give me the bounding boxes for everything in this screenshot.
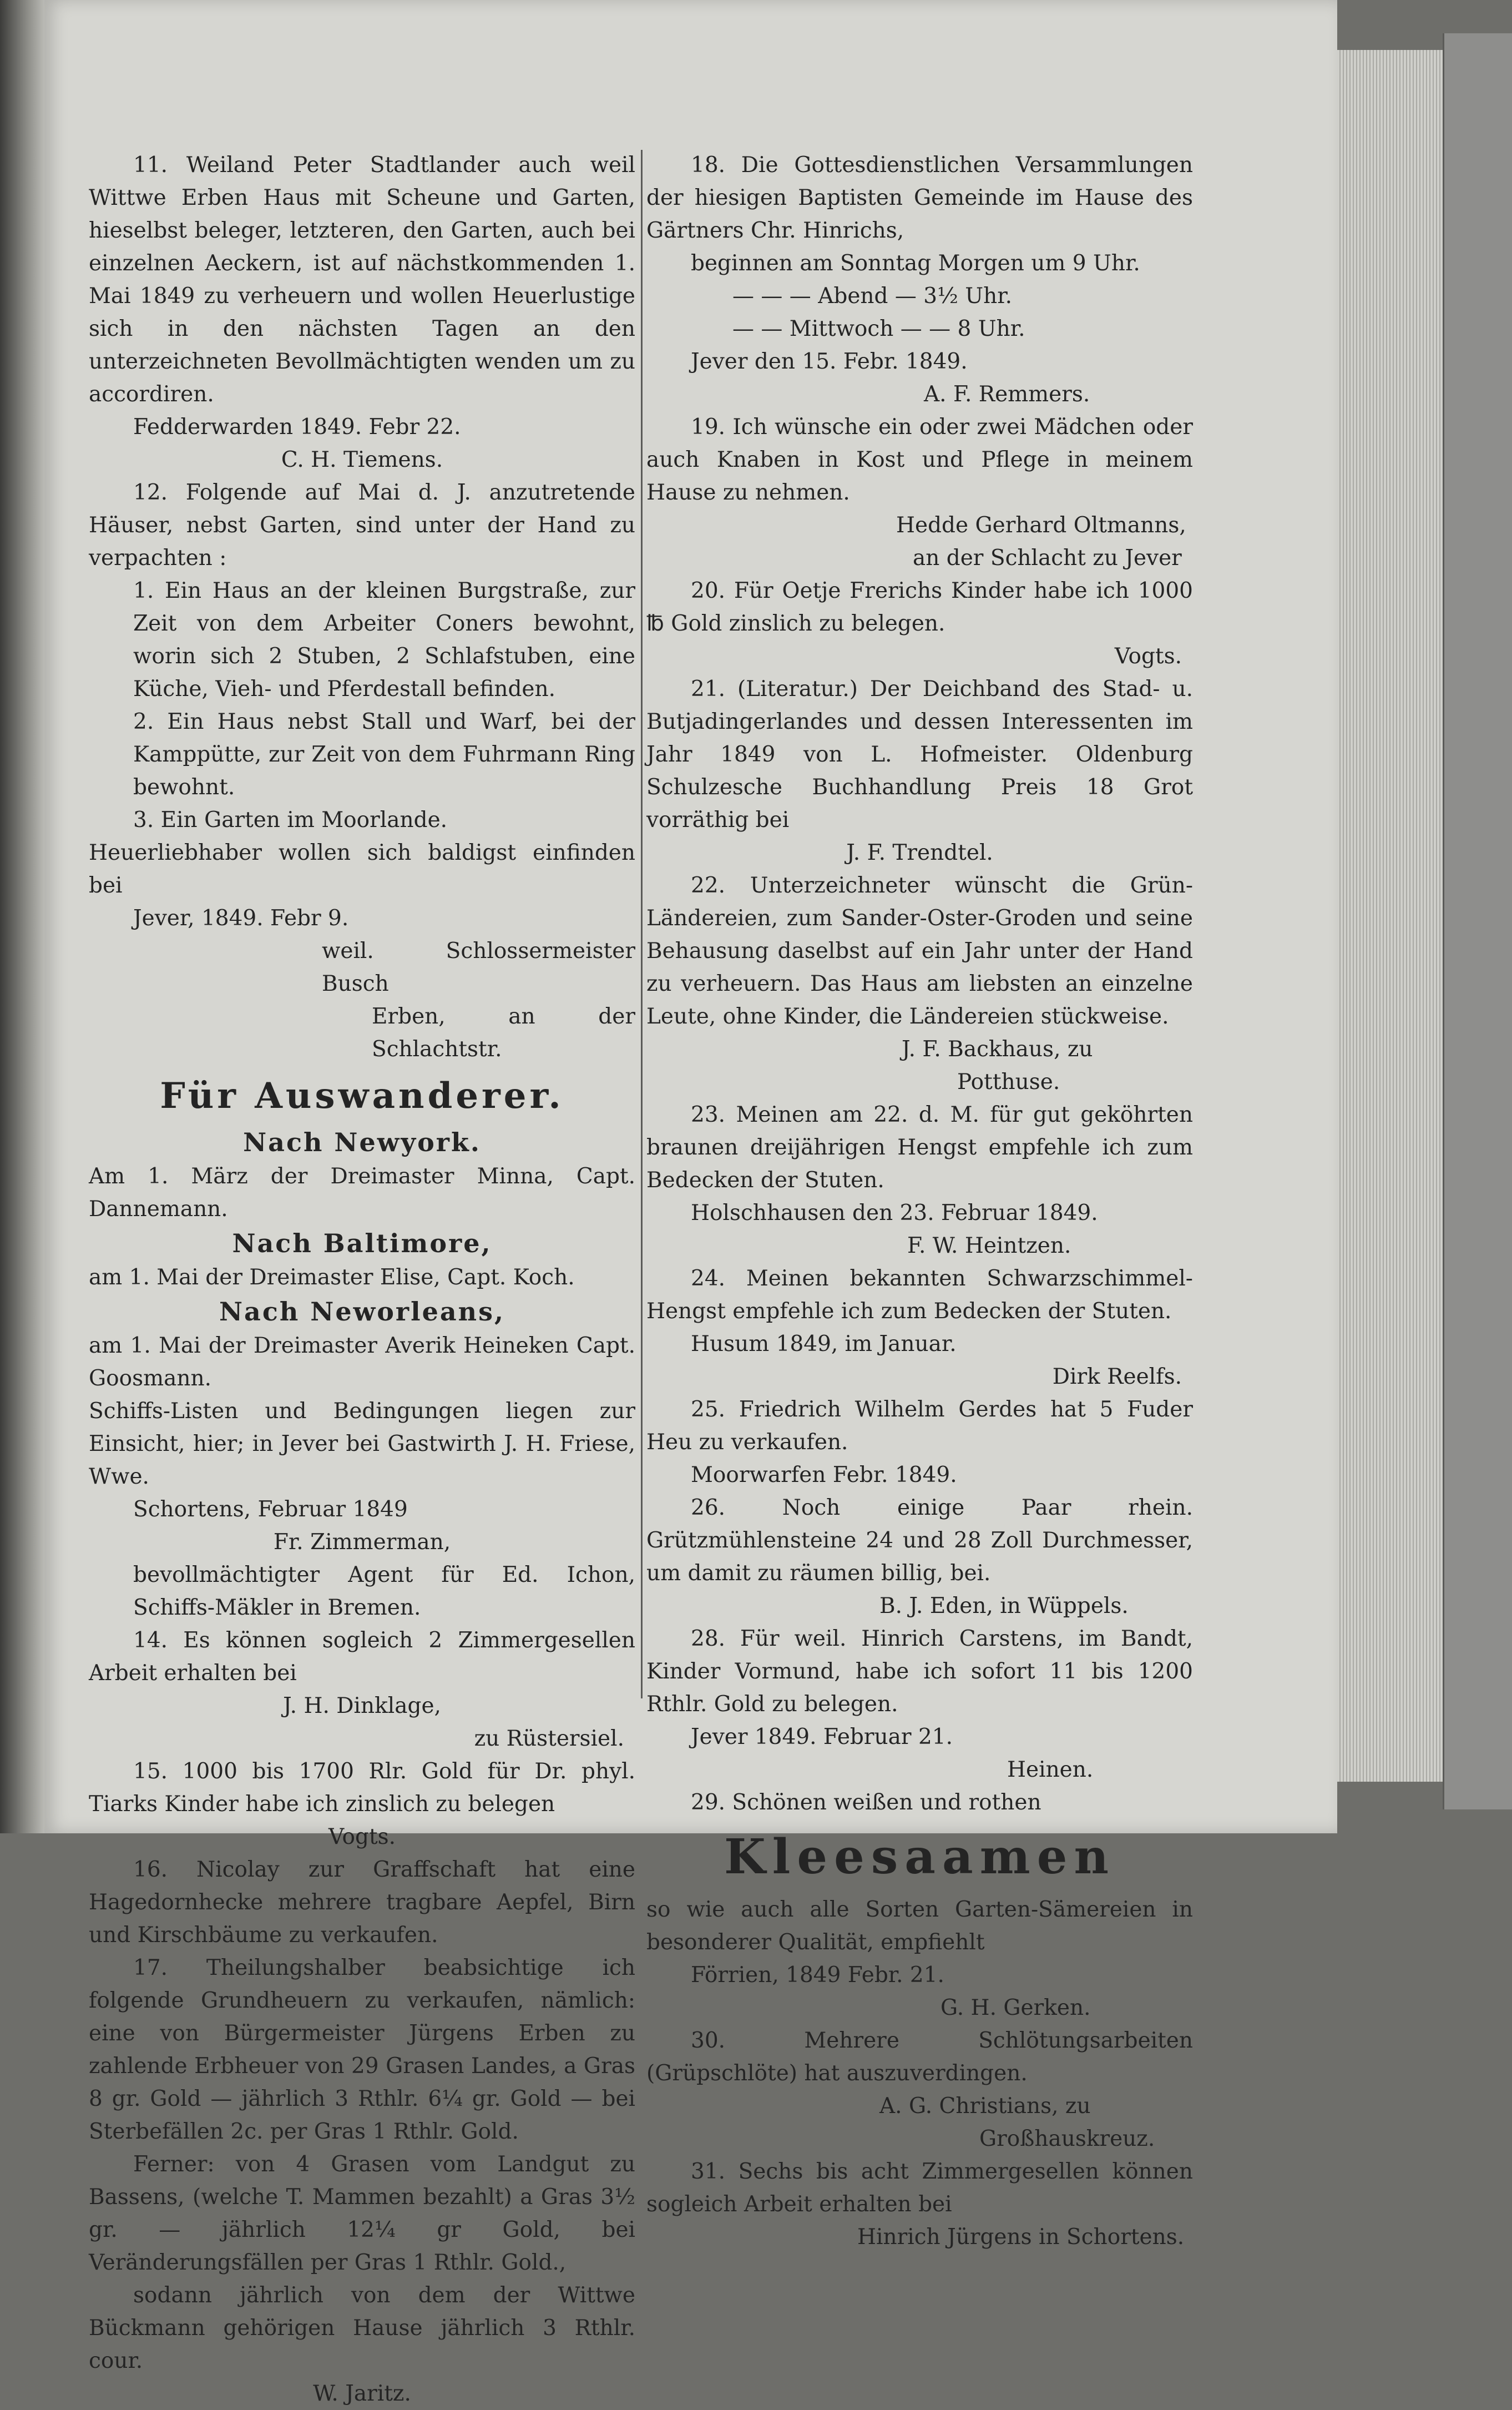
notice-signature: bevollmächtigter Agent für Ed. Ichon, Schiffs-Mäkler in Bremen.: [133, 1562, 635, 1620]
column-rule: [641, 150, 643, 1698]
notice-signature: Vogts.: [328, 1824, 396, 1849]
notice-text: 23. Meinen am 22. d. M. für gut geköhrten braunen dreijährigen Hengst empfehle ich zum Bedecken der Stuten.: [646, 1102, 1193, 1193]
route-title-newyork: Nach Newyork.: [243, 1127, 481, 1157]
notice-place-date: Förrien, 1849 Febr. 21.: [691, 1963, 944, 1988]
notice-15: [89, 1755, 635, 1853]
notice-place-date: Fedderwarden 1849. Febr 22.: [133, 415, 461, 440]
notice-text: so wie auch alle Sorten Garten-Sämereien in besonderer Qualität, empfiehlt: [646, 1897, 1193, 1955]
notice-11: [89, 149, 635, 476]
schedule-line: — — — Abend — 3½ Uhr.: [732, 284, 1013, 309]
notice-text: 30. Mehrere Schlötungsarbeiten (Grüpschlöte) hat auszuverdingen.: [646, 2028, 1193, 2086]
notice-place-date: Holschhausen den 23. Februar 1849.: [691, 1201, 1098, 1226]
schedule-line: beginnen am Sonntag Morgen um 9 Uhr.: [691, 251, 1140, 276]
notice-text: 19. Ich wünsche ein oder zwei Mädchen oder auch Knaben in Kost und Pflege in meinem Hause zu nehmen.: [646, 415, 1193, 505]
notice-signature: A. G. Christians, zu: [879, 2094, 1091, 2119]
notice-20: [646, 574, 1193, 673]
notice-28: [646, 1622, 1193, 1786]
notice-17: [89, 1952, 635, 2410]
notice-text: 14. Es können sogleich 2 Zimmergesellen Arbeit erhalten bei: [89, 1628, 635, 1686]
notice-18: [646, 149, 1193, 411]
notice-item: 1. Ein Haus an der kleinen Burgstraße, zur Zeit von dem Arbeiter Coners bewohnt, worin sich 2 Stuben, 2 Schlafstuben, eine Küche, Vieh- und Pferdestall befinden.: [133, 578, 635, 702]
notice-signature: zu Rüstersiel.: [474, 1726, 624, 1751]
notice-25: [646, 1393, 1193, 1491]
kleesaamen-headline: Kleesaamen: [724, 1829, 1115, 1885]
notice-text: 25. Friedrich Wilhelm Gerdes hat 5 Fuder Heu zu verkaufen.: [646, 1397, 1193, 1455]
notice-item: 3. Ein Garten im Moorlande.: [133, 808, 448, 833]
notice-signature: J. F. Trendtel.: [846, 840, 993, 865]
notice-signature: B. J. Eden, in Wüppels.: [879, 1594, 1129, 1619]
notice-text: 15. 1000 bis 1700 Rlr. Gold für Dr. phyl. Tiarks Kinder habe ich zinslich zu belegen: [89, 1759, 635, 1817]
notice-text: 28. Für weil. Hinrich Carstens, im Bandt, Kinder Vormund, habe ich sofort 11 bis 1200 Rthlr. Gold zu belegen.: [646, 1626, 1193, 1717]
notice-text: 17. Theilungshalber beabsichtige ich folgende Grundheuern zu verkaufen, nämlich: eine von Bürgermeister Jürgens Erben zu zahlende Erbheuer von 29 Grasen Landes, a Gras 8 gr. Gold — jährlich 3 Rthlr. 6¼ gr. Gold — bei Sterbefällen 2c. per Gras 1 Rthlr. Gold.: [89, 1955, 635, 2144]
notice-text: 12. Folgende auf Mai d. J. anzutretende Häuser, nebst Garten, sind unter der Hand zu verpachten :: [89, 480, 635, 571]
emigrants-headline: Für Auswanderer.: [160, 1075, 564, 1117]
notice-text: Heuerliebhaber wollen sich baldigst einfinden bei: [89, 840, 635, 898]
route-text: Am 1. März der Dreimaster Minna, Capt. Dannemann.: [89, 1164, 635, 1222]
notice-signature: J. F. Backhaus, zu: [902, 1037, 1093, 1062]
notice-24: [646, 1262, 1193, 1393]
emigrant-notice: [89, 1071, 635, 1624]
notice-22: [646, 869, 1193, 1098]
notice-place-date: Jever den 15. Febr. 1849.: [691, 349, 968, 374]
notice-text: Ferner: von 4 Grasen vom Landgut zu Bassens, (welche T. Mammen bezahlt) a Gras 3½ gr. — jährlich 12¼ gr Gold, bei Veränderungsfällen per Gras 1 Rthlr. Gold.,: [89, 2152, 635, 2275]
notice-signature: Fr. Zimmerman,: [273, 1530, 451, 1555]
route-text: am 1. Mai der Dreimaster Elise, Capt. Koch.: [89, 1265, 575, 1290]
route-text: am 1. Mai der Dreimaster Averik Heineken Capt. Goosmann.: [89, 1333, 635, 1391]
notice-text: 24. Meinen bekannten Schwarzschimmel-Hengst empfehle ich zum Bedecken der Stuten.: [646, 1266, 1193, 1324]
notice-31: [646, 2155, 1193, 2253]
notice-signature: Hedde Gerhard Oltmanns,: [896, 513, 1186, 538]
notice-signature: W. Jaritz.: [313, 2381, 411, 2406]
notice-14: [89, 1624, 635, 1755]
notice-text: 18. Die Gottesdienstlichen Versammlungen der hiesigen Baptisten Gemeinde im Hause des Gärtners Chr. Hinrichs,: [646, 153, 1193, 243]
notice-text: Schiffs-Listen und Bedingungen liegen zur Einsicht, hier; in Jever bei Gastwirth J. H. Friese, Wwe.: [89, 1399, 635, 1489]
notice-signature: Hinrich Jürgens in Schortens.: [857, 2225, 1185, 2250]
notice-29: [646, 1786, 1193, 2024]
route-title-baltimore: Nach Baltimore,: [232, 1228, 492, 1258]
notice-signature: A. F. Remmers.: [924, 382, 1090, 407]
notice-23: [646, 1098, 1193, 1262]
notice-text: sodann jährlich von dem der Wittwe Bückmann gehörigen Hause jährlich 3 Rthlr. cour.: [89, 2283, 635, 2373]
notice-signature: C. H. Tiemens.: [281, 447, 443, 472]
notice-signature: Vogts.: [1114, 644, 1182, 669]
notice-text: 11. Weiland Peter Stadtlander auch weil Wittwe Erben Haus mit Scheune und Garten, hieselbst beleger, letzteren, den Garten, auch bei einzelnen Aeckern, ist auf nächstkommenden 1. Mai 1849 zu verheuern und wollen Heuerlustige sich in den nächsten Tagen an den unterzeichneten Bevollmächtigten wenden um zu accordiren.: [89, 153, 635, 407]
notice-place-date: Moorwarfen Febr. 1849.: [691, 1463, 957, 1488]
notice-signature: Erben, an der Schlachtstr.: [372, 1004, 635, 1062]
notice-place-date: Husum 1849, im Januar.: [691, 1332, 957, 1357]
notice-26: [646, 1491, 1193, 1622]
notice-signature: F. W. Heintzen.: [907, 1233, 1071, 1258]
book-cover: [1443, 33, 1512, 1809]
notice-12: [89, 476, 635, 1066]
notice-text: 20. Für Oetje Frerichs Kinder habe ich 1000 ℔ Gold zinslich zu belegen.: [646, 578, 1193, 636]
notice-signature: an der Schlacht zu Jever: [913, 546, 1182, 571]
notice-text: 26. Noch einige Paar rhein. Grützmühlensteine 24 und 28 Zoll Durchmesser, um damit zu räumen billig, bei.: [646, 1495, 1193, 1586]
notice-text: 29. Schönen weißen und rothen: [691, 1790, 1041, 1815]
route-title-neworleans: Nach Neworleans,: [219, 1297, 505, 1327]
notice-text: 16. Nicolay zur Graffschaft hat eine Hagedornhecke mehrere tragbare Aepfel, Birn und Kirschbäume zu verkaufen.: [89, 1857, 635, 1948]
notice-item: 2. Ein Haus nebst Stall und Warf, bei der Kamppütte, zur Zeit von dem Fuhrmann Ring bewohnt.: [133, 709, 635, 800]
notice-signature: weil. Schlossermeister Busch: [322, 939, 635, 996]
page-edges: [1337, 50, 1443, 1782]
notice-30: [646, 2024, 1193, 2155]
notice-place-date: Jever, 1849. Febr 9.: [133, 906, 349, 931]
notice-signature: J. H. Dinklage,: [283, 1693, 441, 1718]
notice-text: 21. (Literatur.) Der Deichband des Stad- u. Butjadingerlandes und dessen Interessenten im Jahr 1849 von L. Hofmeister. Oldenburg Schulzesche Buchhandlung Preis 18 Grot vorräthig bei: [646, 677, 1193, 833]
notice-21: [646, 673, 1193, 869]
notice-16: [89, 1853, 635, 1952]
notice-signature: Großhauskreuz.: [979, 2126, 1155, 2151]
notice-place-date: Jever 1849. Februar 21.: [691, 1725, 953, 1749]
notice-signature: G. H. Gerken.: [940, 1995, 1091, 2020]
book-binding: [0, 0, 50, 1833]
notice-text: 22. Unterzeichneter wünscht die Grün-Ländereien, zum Sander-Oster-Groden und seine Behausung daselbst auf ein Jahr unter der Hand zu verheuern. Das Haus am liebsten an einzelne Leute, ohne Kinder, die Ländereien stückweise.: [646, 873, 1193, 1029]
notice-19: [646, 411, 1193, 574]
left-column: [89, 149, 635, 2410]
notice-place-date: Schortens, Februar 1849: [133, 1497, 408, 1522]
notice-text: 31. Sechs bis acht Zimmergesellen können sogleich Arbeit erhalten bei: [646, 2159, 1193, 2217]
notice-signature: Potthuse.: [957, 1070, 1060, 1095]
notice-signature: Heinen.: [1007, 1757, 1094, 1782]
schedule-line: — — Mittwoch — — 8 Uhr.: [732, 316, 1025, 341]
right-column: [646, 149, 1193, 2253]
notice-signature: Dirk Reelfs.: [1052, 1364, 1182, 1389]
